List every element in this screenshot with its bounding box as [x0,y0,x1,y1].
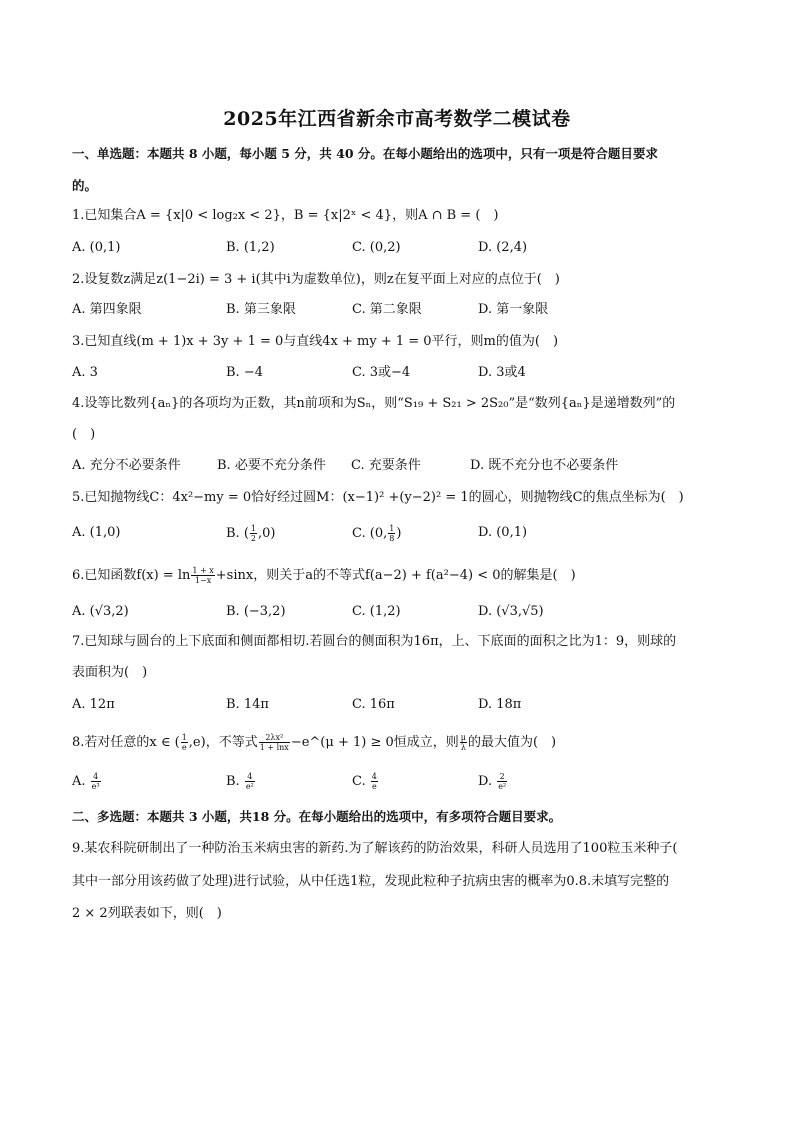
q3-option-a: A. 3 [72,365,98,380]
q5-option-b: B. ( $\frac{1}{2}$ ,0) [226,524,276,543]
q2-option-a: A. 第四象限 [72,302,142,317]
question-9-line-3: 2 × 2列联表如下，则( ) [72,906,222,921]
q4-option-b: B. 必要不充分条件 [217,458,326,473]
q2-option-d: D. 第一象限 [478,302,549,317]
question-7-stem-cont: 表面积为( ) [72,665,148,680]
q6-option-c: C. (1,2) [352,604,401,619]
q7-option-a: A. 12π [72,697,115,712]
q5-option-c: C. (0, $\frac{1}{8}$ ) [352,524,402,543]
question-2-stem: 2.设复数z满足z(1−2i) = 3 + i(其中i为虚数单位)，则z在复平面上对应的点位于( ) [72,272,560,287]
q5-option-d: D. (0,1) [478,525,528,540]
q4-option-a: A. 充分不必要条件 [72,458,181,473]
question-9-line-1: 9.某农科院研制出了一种防治玉米病虫害的新药.为了解该药的防治效果，科研人员选用了100粒玉米种子( [72,841,678,856]
q1-option-d: D. (2,4) [478,240,528,255]
q5-option-b-fraction: $\frac{1}{2}$ [250,524,256,543]
q7-option-c: C. 16π [352,697,395,712]
q7-option-b: B. 14π [226,697,269,712]
q5-option-a: A. (1,0) [72,525,121,540]
section-2-header: 二、多选题：本题共 3 小题，共18 分。在每小题给出的选项中，有多项符合题目要求。 [72,809,562,824]
q8-option-d: D. $\frac{2}{\text{e²}}$ [478,772,507,791]
question-5-stem: 5.已知抛物线C：4x²−my = 0恰好经过圆M：(x−1)² +(y−2)² = 1的圆心，则抛物线C的焦点坐标为( ) [72,490,684,505]
q6-option-d: D. (√3,√5) [478,604,544,619]
q8-fraction-2: $\frac{\text{2λx²}}{1 + \ln x}$ [259,733,289,752]
page-title: 2025年江西省新余市高考数学二模试卷 [223,108,571,130]
question-3-stem: 3.已知直线(m + 1)x + 3y + 1 = 0与直线4x + my + 1 = 0平行，则m的值为( ) [72,334,559,349]
q3-option-b: B. −4 [226,365,263,380]
question-9-line-2: 其中一部分用该药做了处理)进行试验，从中任选1粒，发现此粒种子抗病虫害的概率为0.8.未填写完整的 [72,874,670,889]
q4-option-c: C. 充要条件 [351,458,421,473]
q1-option-b: B. (1,2) [226,240,275,255]
q6-stem-fraction: $\frac{1 + x}{1-x}$ [192,566,214,585]
q6-option-a: A. (√3,2) [72,604,129,619]
section-1-header-cont: 的。 [72,178,98,193]
q3-option-d: D. 3或4 [478,365,526,380]
section-1-header: 一、单选题：本题共 8 小题，每小题 5 分，共 40 分。在每小题给出的选项中，只有一项是符合题目要求 [72,146,658,161]
q8-option-a: A. $\frac{4}{\text{e³}}$ [72,772,100,791]
q4-option-d: D. 既不充分也不必要条件 [470,458,619,473]
q1-option-a: A. (0,1) [72,240,121,255]
question-1-stem: 1.已知集合A = {x|0 < log₂x < 2}，B = {x|2ˣ < 4}，则A ∩ B = ( ) [72,208,499,223]
question-8-stem: 8.若对任意的x ∈ ( $\frac{1}{e}$ ,e)，不等式 $\frac{\text{2λx²}}{1 + \ln x}$ −e^(μ + 1) ≥ 0恒成立，则 $\frac{\mu}{\lambda}$ 的最大值为( ) [72,733,557,752]
q2-option-b: B. 第三象限 [226,302,296,317]
question-4-stem-cont: ( ) [72,427,96,442]
q6-option-b: B. (−3,2) [226,604,286,619]
q5-option-c-fraction: $\frac{1}{8}$ [389,524,395,543]
question-7-stem: 7.已知球与圆台的上下底面和侧面都相切.若圆台的侧面积为16π，上、下底面的面积之比为1：9，则球的 [72,634,677,649]
q2-option-c: C. 第二象限 [352,302,422,317]
q8-option-c: C. $\frac{4}{e}$ [352,772,377,791]
q8-fraction-1: $\frac{1}{e}$ [181,733,187,752]
question-6-stem: 6.已知函数f(x) = ln $\frac{1 + x}{1-x}$ +sinx，则关于a的不等式f(a−2) + f(a²−4) < 0的解集是( ) [72,566,576,585]
q8-option-b: B. $\frac{4}{\text{e²}}$ [226,772,254,791]
q7-option-d: D. 18π [478,697,522,712]
q3-option-c: C. 3或−4 [352,365,411,380]
q8-fraction-3: $\frac{\mu}{\lambda}$ [460,733,466,752]
q1-option-c: C. (0,2) [352,240,401,255]
question-4-stem: 4.设等比数列{aₙ}的各项均为正数，其n前项和为Sₙ，则“S₁₉ + S₂₁ > 2S₂₀”是“数列{aₙ}是递增数列”的 [72,396,676,411]
